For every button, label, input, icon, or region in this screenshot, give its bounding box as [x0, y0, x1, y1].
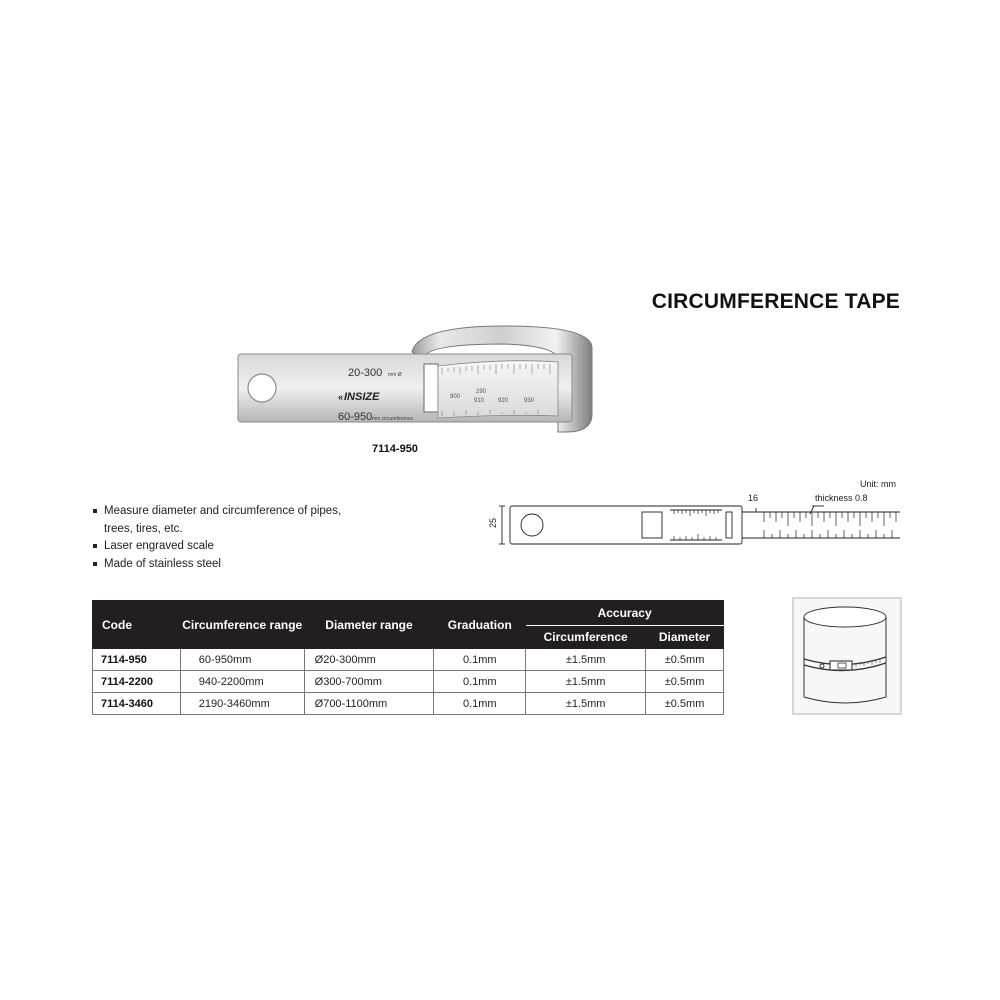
scale-number: 920: [498, 398, 509, 404]
circumference-unit-engraving: mm circumference: [372, 416, 414, 422]
pipe-measurement-icon: [794, 599, 900, 713]
cell-graduation: 0.1mm: [434, 693, 526, 715]
cell-diameter-range: Ø700-1100mm: [304, 693, 434, 715]
header-diameter-range: Diameter range: [304, 601, 434, 649]
header-accuracy-circumference: Circumference: [526, 626, 646, 649]
page-title: CIRCUMFERENCE TAPE: [651, 290, 900, 313]
width-dimension-label: 16: [748, 493, 759, 503]
cell-circumference-range: 940-2200mm: [180, 671, 304, 693]
cell-code: 7114-950: [93, 649, 181, 671]
header-graduation: Graduation: [434, 601, 526, 649]
scale-number: 290: [476, 389, 487, 395]
cell-graduation: 0.1mm: [434, 671, 526, 693]
table-row: [93, 671, 724, 693]
feature-item: Made of stainless steel: [92, 556, 344, 574]
feature-item: Laser engraved scale: [92, 538, 344, 556]
height-dimension-label: 25: [488, 517, 499, 529]
cell-diameter-range: Ø20-300mm: [304, 649, 434, 671]
spec-table: [92, 600, 724, 715]
cell-diameter-range: Ø300-700mm: [304, 671, 434, 693]
thickness-label: thickness 0.8: [815, 493, 868, 503]
cell-code: 7114-3460: [93, 693, 181, 715]
cell-circumference-range: 2190-3460mm: [180, 693, 304, 715]
header-circumference-range: Circumference range: [180, 601, 304, 649]
table-row: [93, 649, 724, 671]
table-row: [93, 693, 724, 715]
scale-number: 930: [524, 398, 535, 404]
header-accuracy: Accuracy: [526, 601, 724, 626]
cell-graduation: 0.1mm: [434, 649, 526, 671]
brand-logo: INSIZE: [344, 391, 380, 403]
cell-accuracy-circumference: ±1.5mm: [526, 649, 646, 671]
cell-accuracy-circumference: ±1.5mm: [526, 671, 646, 693]
brand-logo-arrow-icon: «: [338, 392, 344, 402]
feature-list: [92, 503, 344, 573]
cell-accuracy-circumference: ±1.5mm: [526, 693, 646, 715]
product-image: [236, 318, 596, 438]
circumference-range-engraving: 60-950: [338, 411, 373, 423]
diameter-range-engraving: 20-300: [348, 367, 383, 379]
header-code: Code: [93, 601, 181, 649]
cell-code: 7114-2200: [93, 671, 181, 693]
cell-accuracy-diameter: ±0.5mm: [646, 671, 724, 693]
cell-accuracy-diameter: ±0.5mm: [646, 649, 724, 671]
product-caption: 7114-950: [372, 443, 418, 455]
cell-accuracy-diameter: ±0.5mm: [646, 693, 724, 715]
scale-number: 900: [450, 394, 461, 400]
cell-circumference-range: 60-950mm: [180, 649, 304, 671]
circumference-tape-photo: [236, 318, 596, 438]
scale-number: 910: [474, 398, 485, 404]
unit-label: Unit: mm: [860, 479, 896, 489]
usage-illustration: [792, 597, 902, 715]
feature-item: Measure diameter and circumference of pipes, trees, tires, etc.: [92, 503, 344, 538]
diameter-unit-engraving: mm Ø: [388, 372, 402, 378]
header-accuracy-diameter: Diameter: [646, 626, 724, 649]
